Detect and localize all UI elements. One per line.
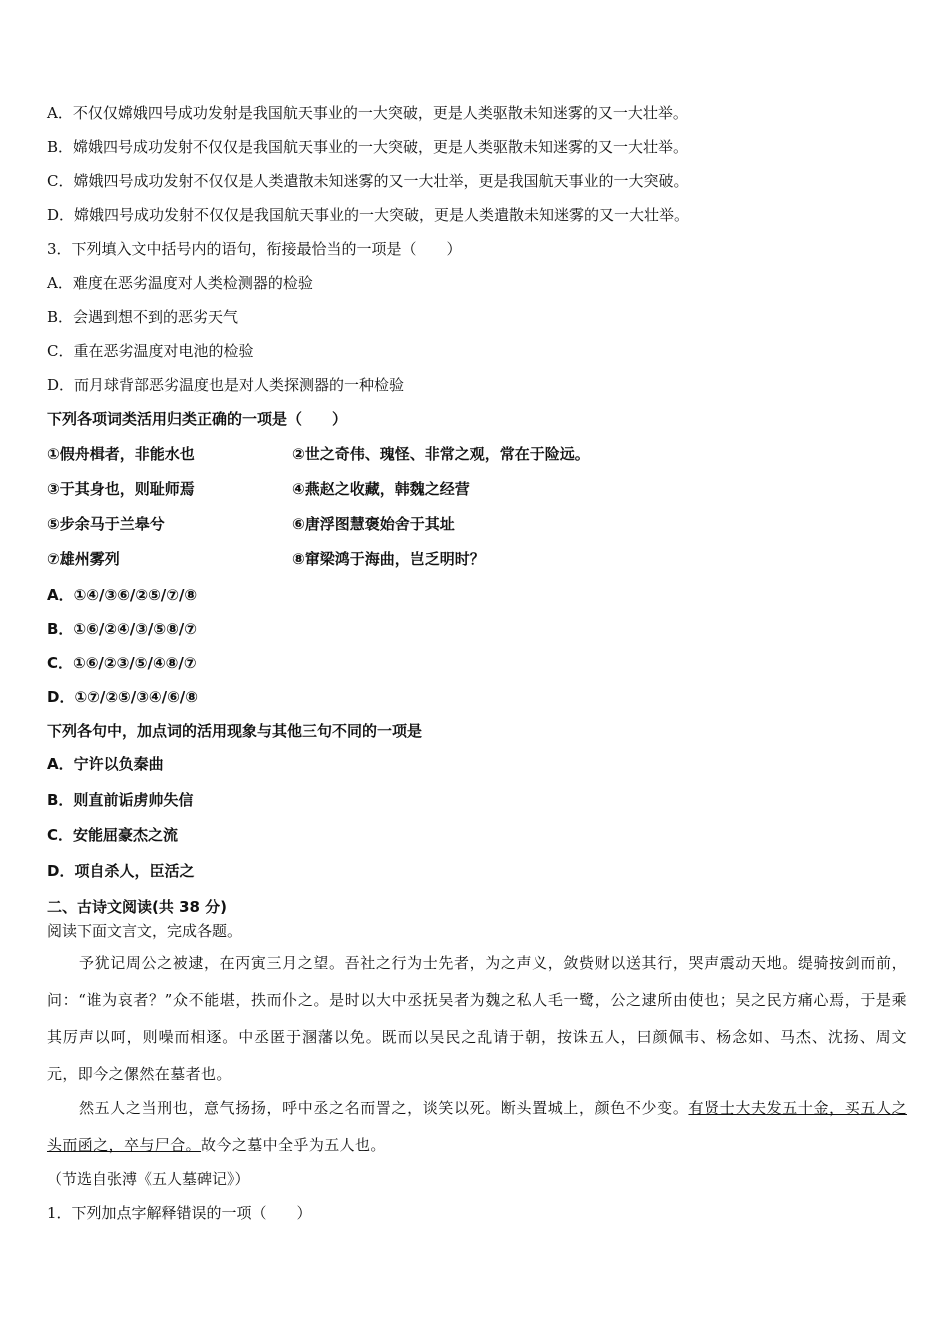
- q3-option-b: B．会遇到想不到的恶劣天气: [47, 308, 239, 326]
- q4-option-a: A．①④/③⑥/②⑤/⑦/⑧: [47, 586, 198, 604]
- q4-item: ②世之奇伟、瑰怪、非常之观，常在于险远。: [292, 445, 590, 463]
- q2-option-c: C．嫦娥四号成功发射不仅仅是人类遣散未知迷雾的又一大壮举，更是我国航天事业的一大突破。: [47, 172, 689, 190]
- q4-item: ⑧窜梁鸿于海曲，岂乏明时？: [292, 550, 485, 568]
- q5-stem: 下列各句中，加点词的活用现象与其他三句不同的一项是: [47, 722, 423, 740]
- q4-item-row: [47, 513, 907, 535]
- q3-option-a: A．难度在恶劣温度对人类检测器的检验: [47, 274, 313, 292]
- passage-paragraph-1: 予犹记周公之被逮，在丙寅三月之望。吾社之行为士先者，为之声义，敛赀财以送其行，哭声震动天地。缇骑按剑而前，问：“谁为哀者？”众不能堪，抶而仆之。是时以大中丞抚吴者为魏之私人毛一鹭，公之逮所由使也；吴之民方痛心焉，于是乘其厉声以呵，则噪而相逐。中丞匿于溷藩以免。既而以吴民之乱请于朝，按诛五人，曰颜佩韦、杨念如、马杰、沈扬、周文元，即今之傫然在墓者也。: [47, 954, 907, 1083]
- q4-option-d: D．①⑦/②⑤/③④/⑥/⑧: [47, 688, 198, 706]
- passage-paragraph-2: [47, 1090, 907, 1164]
- q4-stem: 下列各项词类活用归类正确的一项是（ ）: [47, 410, 348, 428]
- q4-item: ④燕赵之收藏，韩魏之经营: [292, 480, 470, 498]
- q5-option-b: B．则直前诟虏帅失信: [47, 791, 194, 809]
- passage-text: 然五人之当刑也，意气扬扬，呼中丞之名而詈之，谈笑以死。断头置城上，颜色不少变。: [79, 1099, 689, 1117]
- q2-option-a: A．不仅仅嫦娥四号成功发射是我国航天事业的一大突破，更是人类驱散未知迷雾的又一大壮举。: [47, 104, 688, 122]
- q4-item: ⑤步余马于兰皋兮: [47, 515, 165, 533]
- q3-option-d: D．而月球背部恶劣温度也是对人类探测器的一种检验: [47, 376, 405, 394]
- q4-option-c: C．①⑥/②③/⑤/④⑧/⑦: [47, 654, 197, 672]
- q4-item: ③于其身也，则耻师焉: [47, 480, 195, 498]
- q5-option-d: D．项自杀人，臣活之: [47, 862, 195, 880]
- q3-option-c: C．重在恶劣温度对电池的检验: [47, 342, 254, 360]
- q5-option-a: A．宁许以负秦曲: [47, 755, 164, 773]
- q4-item-row: [47, 478, 907, 500]
- underlined-sentence: 有贤士大夫发五十金，买五人之头而函之，卒与尸合。: [47, 1099, 907, 1154]
- q3-stem: 3．下列填入文中括号内的语句，衔接最恰当的一项是（ ）: [47, 240, 462, 258]
- q2-option-d: D．嫦娥四号成功发射不仅仅是我国航天事业的一大突破，更是人类遣散未知迷雾的又一大壮举。: [47, 206, 690, 224]
- q4-option-b: B．①⑥/②④/③/⑤⑧/⑦: [47, 620, 197, 638]
- section-heading: 二、古诗文阅读(共 38 分): [47, 898, 228, 916]
- q4-item: ①假舟楫者，非能水也: [47, 445, 195, 463]
- section-instruction: 阅读下面文言文，完成各题。: [47, 922, 243, 940]
- section2-question-1: 1．下列加点字解释错误的一项（ ）: [47, 1204, 312, 1222]
- q4-item: ⑦雄州雾列: [47, 550, 120, 568]
- q5-option-c: C．安能屈豪杰之流: [47, 826, 179, 844]
- q2-option-b: B．嫦娥四号成功发射不仅仅是我国航天事业的一大突破，更是人类驱散未知迷雾的又一大壮举。: [47, 138, 689, 156]
- passage-text: 故今之墓中全乎为五人也。: [201, 1136, 386, 1154]
- q4-item-row: [47, 548, 907, 570]
- passage-source: （节选自张溥《五人墓碑记》）: [47, 1170, 250, 1188]
- q4-item: ⑥唐浮图慧褒始舍于其址: [292, 515, 455, 533]
- q4-item-row: [47, 443, 907, 465]
